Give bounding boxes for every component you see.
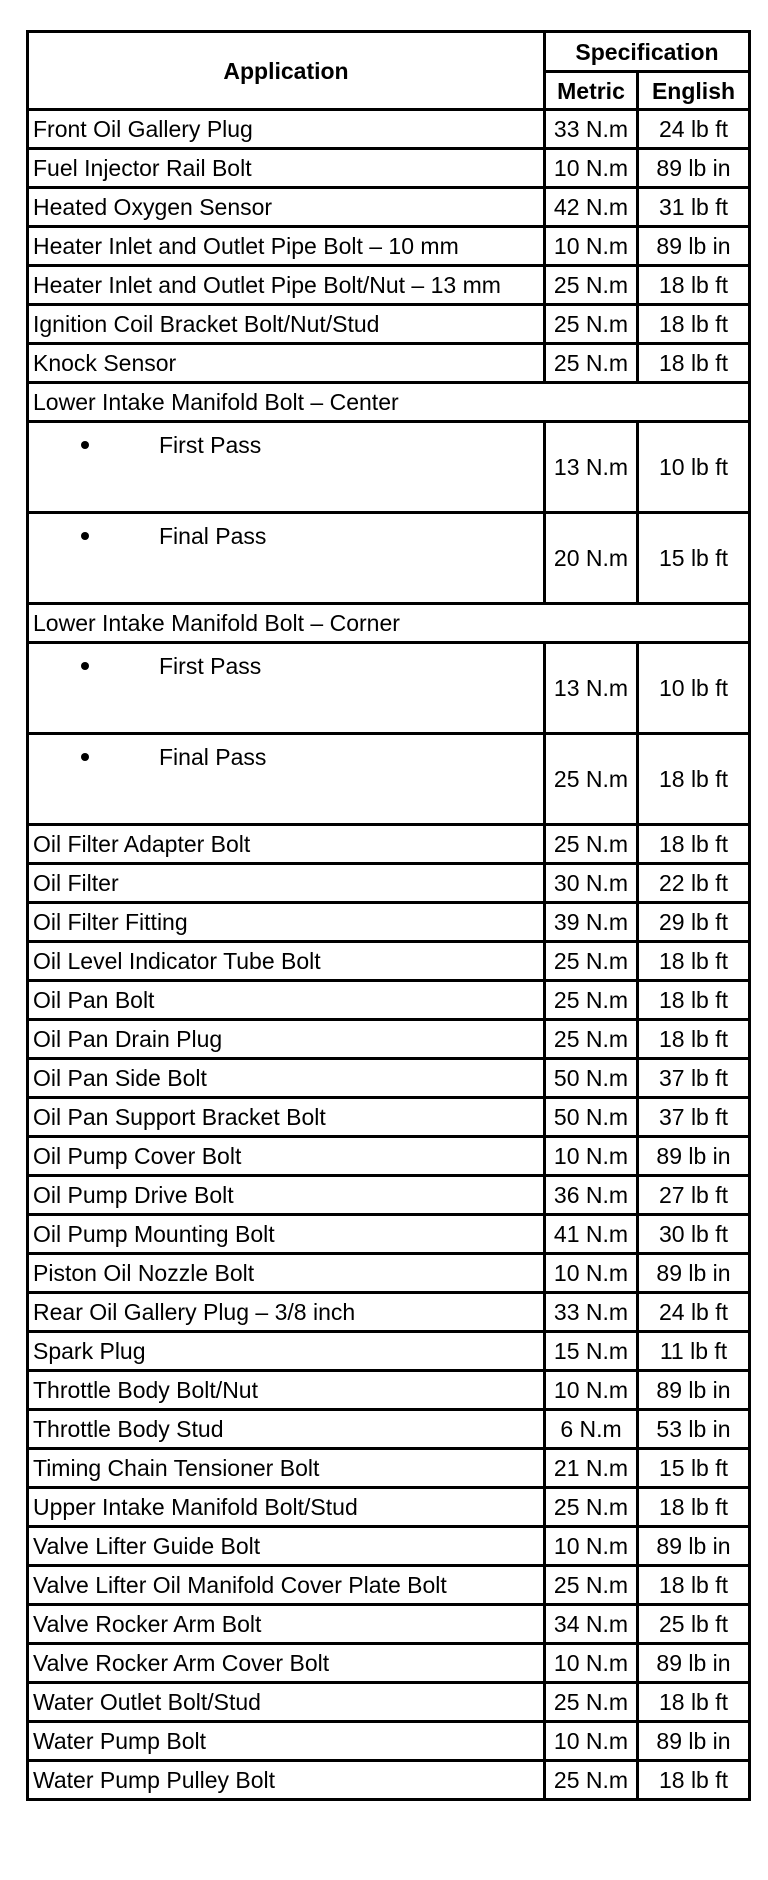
column-header-metric: Metric bbox=[545, 72, 638, 110]
cell-english: 18 lb ft bbox=[638, 734, 750, 825]
cell-metric: 33 N.m bbox=[545, 110, 638, 149]
cell-metric: 10 N.m bbox=[545, 149, 638, 188]
cell-english: 11 lb ft bbox=[638, 1332, 750, 1371]
table-row bbox=[28, 1449, 750, 1488]
table-row bbox=[28, 1254, 750, 1293]
cell-english: 18 lb ft bbox=[638, 1488, 750, 1527]
cell-application: Timing Chain Tensioner Bolt bbox=[28, 1449, 545, 1488]
cell-metric: 25 N.m bbox=[545, 1683, 638, 1722]
cell-english: 30 lb ft bbox=[638, 1215, 750, 1254]
bullet-icon bbox=[33, 654, 159, 678]
cell-english: 53 lb in bbox=[638, 1410, 750, 1449]
cell-application: Throttle Body Stud bbox=[28, 1410, 545, 1449]
table-row bbox=[28, 981, 750, 1020]
cell-metric: 50 N.m bbox=[545, 1098, 638, 1137]
table-row bbox=[28, 1410, 750, 1449]
table-row bbox=[28, 1566, 750, 1605]
cell-metric: 25 N.m bbox=[545, 1761, 638, 1800]
table-row bbox=[28, 1215, 750, 1254]
cell-metric: 13 N.m bbox=[545, 643, 638, 734]
cell-application-step bbox=[28, 513, 545, 604]
cell-application: Oil Filter Fitting bbox=[28, 903, 545, 942]
cell-english: 15 lb ft bbox=[638, 1449, 750, 1488]
cell-metric: 10 N.m bbox=[545, 1254, 638, 1293]
table-row bbox=[28, 1371, 750, 1410]
cell-english: 18 lb ft bbox=[638, 1020, 750, 1059]
cell-application: Knock Sensor bbox=[28, 344, 545, 383]
cell-metric: 41 N.m bbox=[545, 1215, 638, 1254]
table-row bbox=[28, 344, 750, 383]
cell-metric: 25 N.m bbox=[545, 266, 638, 305]
cell-english: 89 lb in bbox=[638, 1722, 750, 1761]
table-row bbox=[28, 1761, 750, 1800]
cell-application: Throttle Body Bolt/Nut bbox=[28, 1371, 545, 1410]
cell-metric: 10 N.m bbox=[545, 1137, 638, 1176]
cell-metric: 25 N.m bbox=[545, 981, 638, 1020]
cell-metric: 42 N.m bbox=[545, 188, 638, 227]
bullet-icon bbox=[33, 524, 159, 548]
cell-english: 15 lb ft bbox=[638, 513, 750, 604]
bullet-icon bbox=[33, 433, 159, 457]
cell-application: Oil Pan Drain Plug bbox=[28, 1020, 545, 1059]
header-row-top bbox=[28, 32, 750, 72]
cell-english: 29 lb ft bbox=[638, 903, 750, 942]
table-row bbox=[28, 1644, 750, 1683]
cell-application: Water Pump Bolt bbox=[28, 1722, 545, 1761]
table-subrow bbox=[28, 513, 750, 604]
column-header-english: English bbox=[638, 72, 750, 110]
cell-application: Oil Level Indicator Tube Bolt bbox=[28, 942, 545, 981]
cell-english: 18 lb ft bbox=[638, 1683, 750, 1722]
cell-application: Upper Intake Manifold Bolt/Stud bbox=[28, 1488, 545, 1527]
cell-metric: 10 N.m bbox=[545, 1722, 638, 1761]
cell-application: Oil Pump Mounting Bolt bbox=[28, 1215, 545, 1254]
cell-metric: 25 N.m bbox=[545, 1020, 638, 1059]
cell-english: 18 lb ft bbox=[638, 344, 750, 383]
cell-metric: 15 N.m bbox=[545, 1332, 638, 1371]
table-row bbox=[28, 1605, 750, 1644]
table-row bbox=[28, 266, 750, 305]
cell-english: 31 lb ft bbox=[638, 188, 750, 227]
table-section-row bbox=[28, 383, 750, 422]
cell-english: 18 lb ft bbox=[638, 942, 750, 981]
cell-application: Oil Pan Support Bracket Bolt bbox=[28, 1098, 545, 1137]
cell-english: 18 lb ft bbox=[638, 305, 750, 344]
cell-english: 10 lb ft bbox=[638, 422, 750, 513]
cell-metric: 36 N.m bbox=[545, 1176, 638, 1215]
step-label: First Pass bbox=[159, 653, 262, 679]
table-row bbox=[28, 1176, 750, 1215]
cell-application: Oil Pan Side Bolt bbox=[28, 1059, 545, 1098]
cell-metric: 20 N.m bbox=[545, 513, 638, 604]
cell-application: Valve Lifter Oil Manifold Cover Plate Bolt bbox=[28, 1566, 545, 1605]
cell-english: 89 lb in bbox=[638, 149, 750, 188]
cell-english: 24 lb ft bbox=[638, 110, 750, 149]
cell-metric: 21 N.m bbox=[545, 1449, 638, 1488]
table-row bbox=[28, 1488, 750, 1527]
section-title: Lower Intake Manifold Bolt – Center bbox=[28, 383, 750, 422]
cell-english: 25 lb ft bbox=[638, 1605, 750, 1644]
cell-application-step bbox=[28, 734, 545, 825]
cell-metric: 13 N.m bbox=[545, 422, 638, 513]
table-row bbox=[28, 1059, 750, 1098]
cell-english: 37 lb ft bbox=[638, 1059, 750, 1098]
cell-english: 24 lb ft bbox=[638, 1293, 750, 1332]
column-header-specification: Specification bbox=[545, 32, 750, 72]
cell-application: Ignition Coil Bracket Bolt/Nut/Stud bbox=[28, 305, 545, 344]
cell-english: 22 lb ft bbox=[638, 864, 750, 903]
cell-metric: 10 N.m bbox=[545, 1644, 638, 1683]
table-section-row bbox=[28, 604, 750, 643]
cell-application: Heater Inlet and Outlet Pipe Bolt – 10 mm bbox=[28, 227, 545, 266]
cell-english: 89 lb in bbox=[638, 1254, 750, 1293]
cell-application: Heater Inlet and Outlet Pipe Bolt/Nut – 13 mm bbox=[28, 266, 545, 305]
table-row bbox=[28, 1098, 750, 1137]
cell-metric: 34 N.m bbox=[545, 1605, 638, 1644]
cell-application-step bbox=[28, 643, 545, 734]
cell-application: Heated Oxygen Sensor bbox=[28, 188, 545, 227]
cell-metric: 25 N.m bbox=[545, 1488, 638, 1527]
cell-metric: 39 N.m bbox=[545, 903, 638, 942]
cell-english: 18 lb ft bbox=[638, 981, 750, 1020]
cell-application: Valve Rocker Arm Cover Bolt bbox=[28, 1644, 545, 1683]
cell-metric: 25 N.m bbox=[545, 305, 638, 344]
table-row bbox=[28, 149, 750, 188]
cell-english: 18 lb ft bbox=[638, 1761, 750, 1800]
cell-metric: 6 N.m bbox=[545, 1410, 638, 1449]
torque-spec-table-container bbox=[26, 30, 748, 1801]
cell-metric: 25 N.m bbox=[545, 825, 638, 864]
step-label: Final Pass bbox=[159, 523, 267, 549]
cell-english: 89 lb in bbox=[638, 1137, 750, 1176]
table-subrow bbox=[28, 422, 750, 513]
cell-application: Oil Filter Adapter Bolt bbox=[28, 825, 545, 864]
cell-metric: 25 N.m bbox=[545, 942, 638, 981]
table-row bbox=[28, 227, 750, 266]
table-row bbox=[28, 903, 750, 942]
cell-metric: 25 N.m bbox=[545, 734, 638, 825]
table-row bbox=[28, 942, 750, 981]
table-row bbox=[28, 864, 750, 903]
cell-application: Piston Oil Nozzle Bolt bbox=[28, 1254, 545, 1293]
cell-application: Front Oil Gallery Plug bbox=[28, 110, 545, 149]
table-row bbox=[28, 1137, 750, 1176]
cell-metric: 30 N.m bbox=[545, 864, 638, 903]
cell-application-step bbox=[28, 422, 545, 513]
cell-application: Water Pump Pulley Bolt bbox=[28, 1761, 545, 1800]
table-row bbox=[28, 1020, 750, 1059]
cell-english: 89 lb in bbox=[638, 1527, 750, 1566]
cell-metric: 33 N.m bbox=[545, 1293, 638, 1332]
table-row bbox=[28, 1683, 750, 1722]
cell-application: Oil Filter bbox=[28, 864, 545, 903]
table-row bbox=[28, 1293, 750, 1332]
torque-spec-table bbox=[26, 30, 751, 1801]
table-row bbox=[28, 1722, 750, 1761]
cell-english: 18 lb ft bbox=[638, 1566, 750, 1605]
step-label: Final Pass bbox=[159, 744, 267, 770]
cell-metric: 10 N.m bbox=[545, 1527, 638, 1566]
cell-english: 89 lb in bbox=[638, 1644, 750, 1683]
cell-english: 10 lb ft bbox=[638, 643, 750, 734]
table-subrow bbox=[28, 643, 750, 734]
table-row bbox=[28, 1527, 750, 1566]
cell-application: Valve Rocker Arm Bolt bbox=[28, 1605, 545, 1644]
cell-application: Fuel Injector Rail Bolt bbox=[28, 149, 545, 188]
cell-english: 37 lb ft bbox=[638, 1098, 750, 1137]
table-row bbox=[28, 825, 750, 864]
table-row bbox=[28, 1332, 750, 1371]
cell-english: 27 lb ft bbox=[638, 1176, 750, 1215]
step-label: First Pass bbox=[159, 432, 262, 458]
table-row bbox=[28, 188, 750, 227]
cell-metric: 10 N.m bbox=[545, 227, 638, 266]
cell-metric: 25 N.m bbox=[545, 344, 638, 383]
cell-metric: 25 N.m bbox=[545, 1566, 638, 1605]
cell-application: Rear Oil Gallery Plug – 3/8 inch bbox=[28, 1293, 545, 1332]
cell-application: Spark Plug bbox=[28, 1332, 545, 1371]
table-row bbox=[28, 305, 750, 344]
table-subrow bbox=[28, 734, 750, 825]
table-row bbox=[28, 110, 750, 149]
cell-english: 18 lb ft bbox=[638, 825, 750, 864]
cell-application: Oil Pump Drive Bolt bbox=[28, 1176, 545, 1215]
cell-english: 89 lb in bbox=[638, 1371, 750, 1410]
cell-application: Oil Pan Bolt bbox=[28, 981, 545, 1020]
section-title: Lower Intake Manifold Bolt – Corner bbox=[28, 604, 750, 643]
table-body bbox=[28, 110, 750, 1800]
cell-metric: 50 N.m bbox=[545, 1059, 638, 1098]
cell-metric: 10 N.m bbox=[545, 1371, 638, 1410]
cell-application: Water Outlet Bolt/Stud bbox=[28, 1683, 545, 1722]
column-header-application: Application bbox=[28, 32, 545, 110]
cell-english: 89 lb in bbox=[638, 227, 750, 266]
bullet-icon bbox=[33, 745, 159, 769]
cell-application: Valve Lifter Guide Bolt bbox=[28, 1527, 545, 1566]
cell-application: Oil Pump Cover Bolt bbox=[28, 1137, 545, 1176]
cell-english: 18 lb ft bbox=[638, 266, 750, 305]
